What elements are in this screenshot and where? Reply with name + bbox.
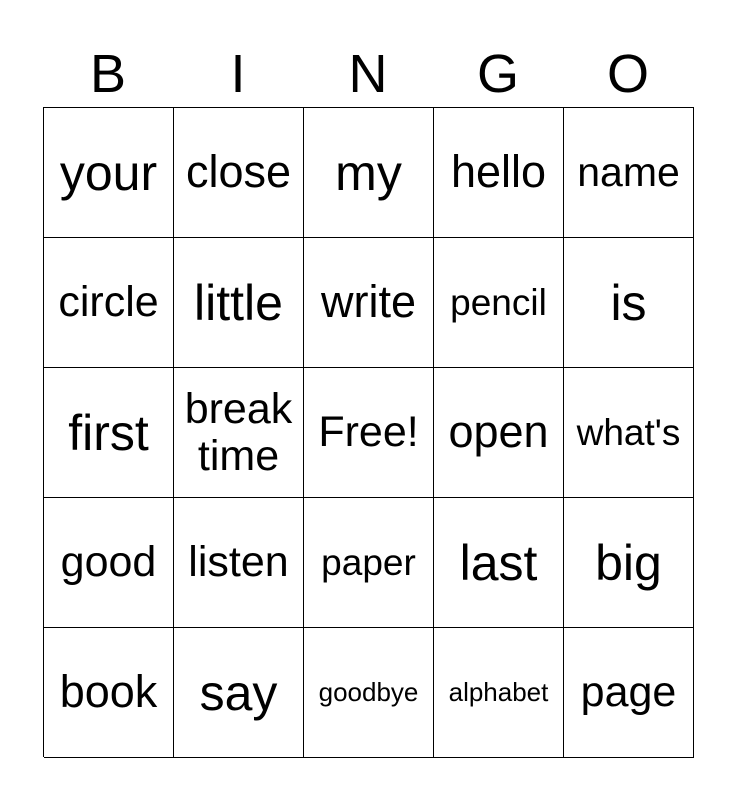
bingo-cell: is [564, 238, 694, 368]
bingo-card-grid [43, 107, 694, 757]
bingo-cell: listen [174, 498, 304, 628]
free-space-cell: Free! [304, 368, 434, 498]
bingo-cell: big [564, 498, 694, 628]
bingo-cell: close [174, 108, 304, 238]
header-letter-g: G [476, 44, 519, 104]
bingo-cell: break time [174, 368, 304, 498]
bingo-cell: name [564, 108, 694, 238]
bingo-cell: open [434, 368, 564, 498]
bingo-cell: what's [564, 368, 694, 498]
bingo-cell: hello [434, 108, 564, 238]
bingo-cell: circle [44, 238, 174, 368]
header-letter-b: B [89, 44, 127, 104]
bingo-cell: my [304, 108, 434, 238]
bingo-header [43, 40, 693, 108]
bingo-cell: book [44, 628, 174, 758]
header-letter-o: O [606, 44, 649, 104]
bingo-cell: goodbye [304, 628, 434, 758]
bingo-cell: good [44, 498, 174, 628]
bingo-cell: say [174, 628, 304, 758]
bingo-cell: write [304, 238, 434, 368]
bingo-cell: little [174, 238, 304, 368]
bingo-cell: paper [304, 498, 434, 628]
bingo-cell: pencil [434, 238, 564, 368]
bingo-cell: page [564, 628, 694, 758]
header-letter-n: N [348, 44, 388, 104]
header-letter-i: I [230, 44, 246, 104]
bingo-cell: alphabet [434, 628, 564, 758]
bingo-cell: your [44, 108, 174, 238]
bingo-cell: last [434, 498, 564, 628]
bingo-cell: first [44, 368, 174, 498]
